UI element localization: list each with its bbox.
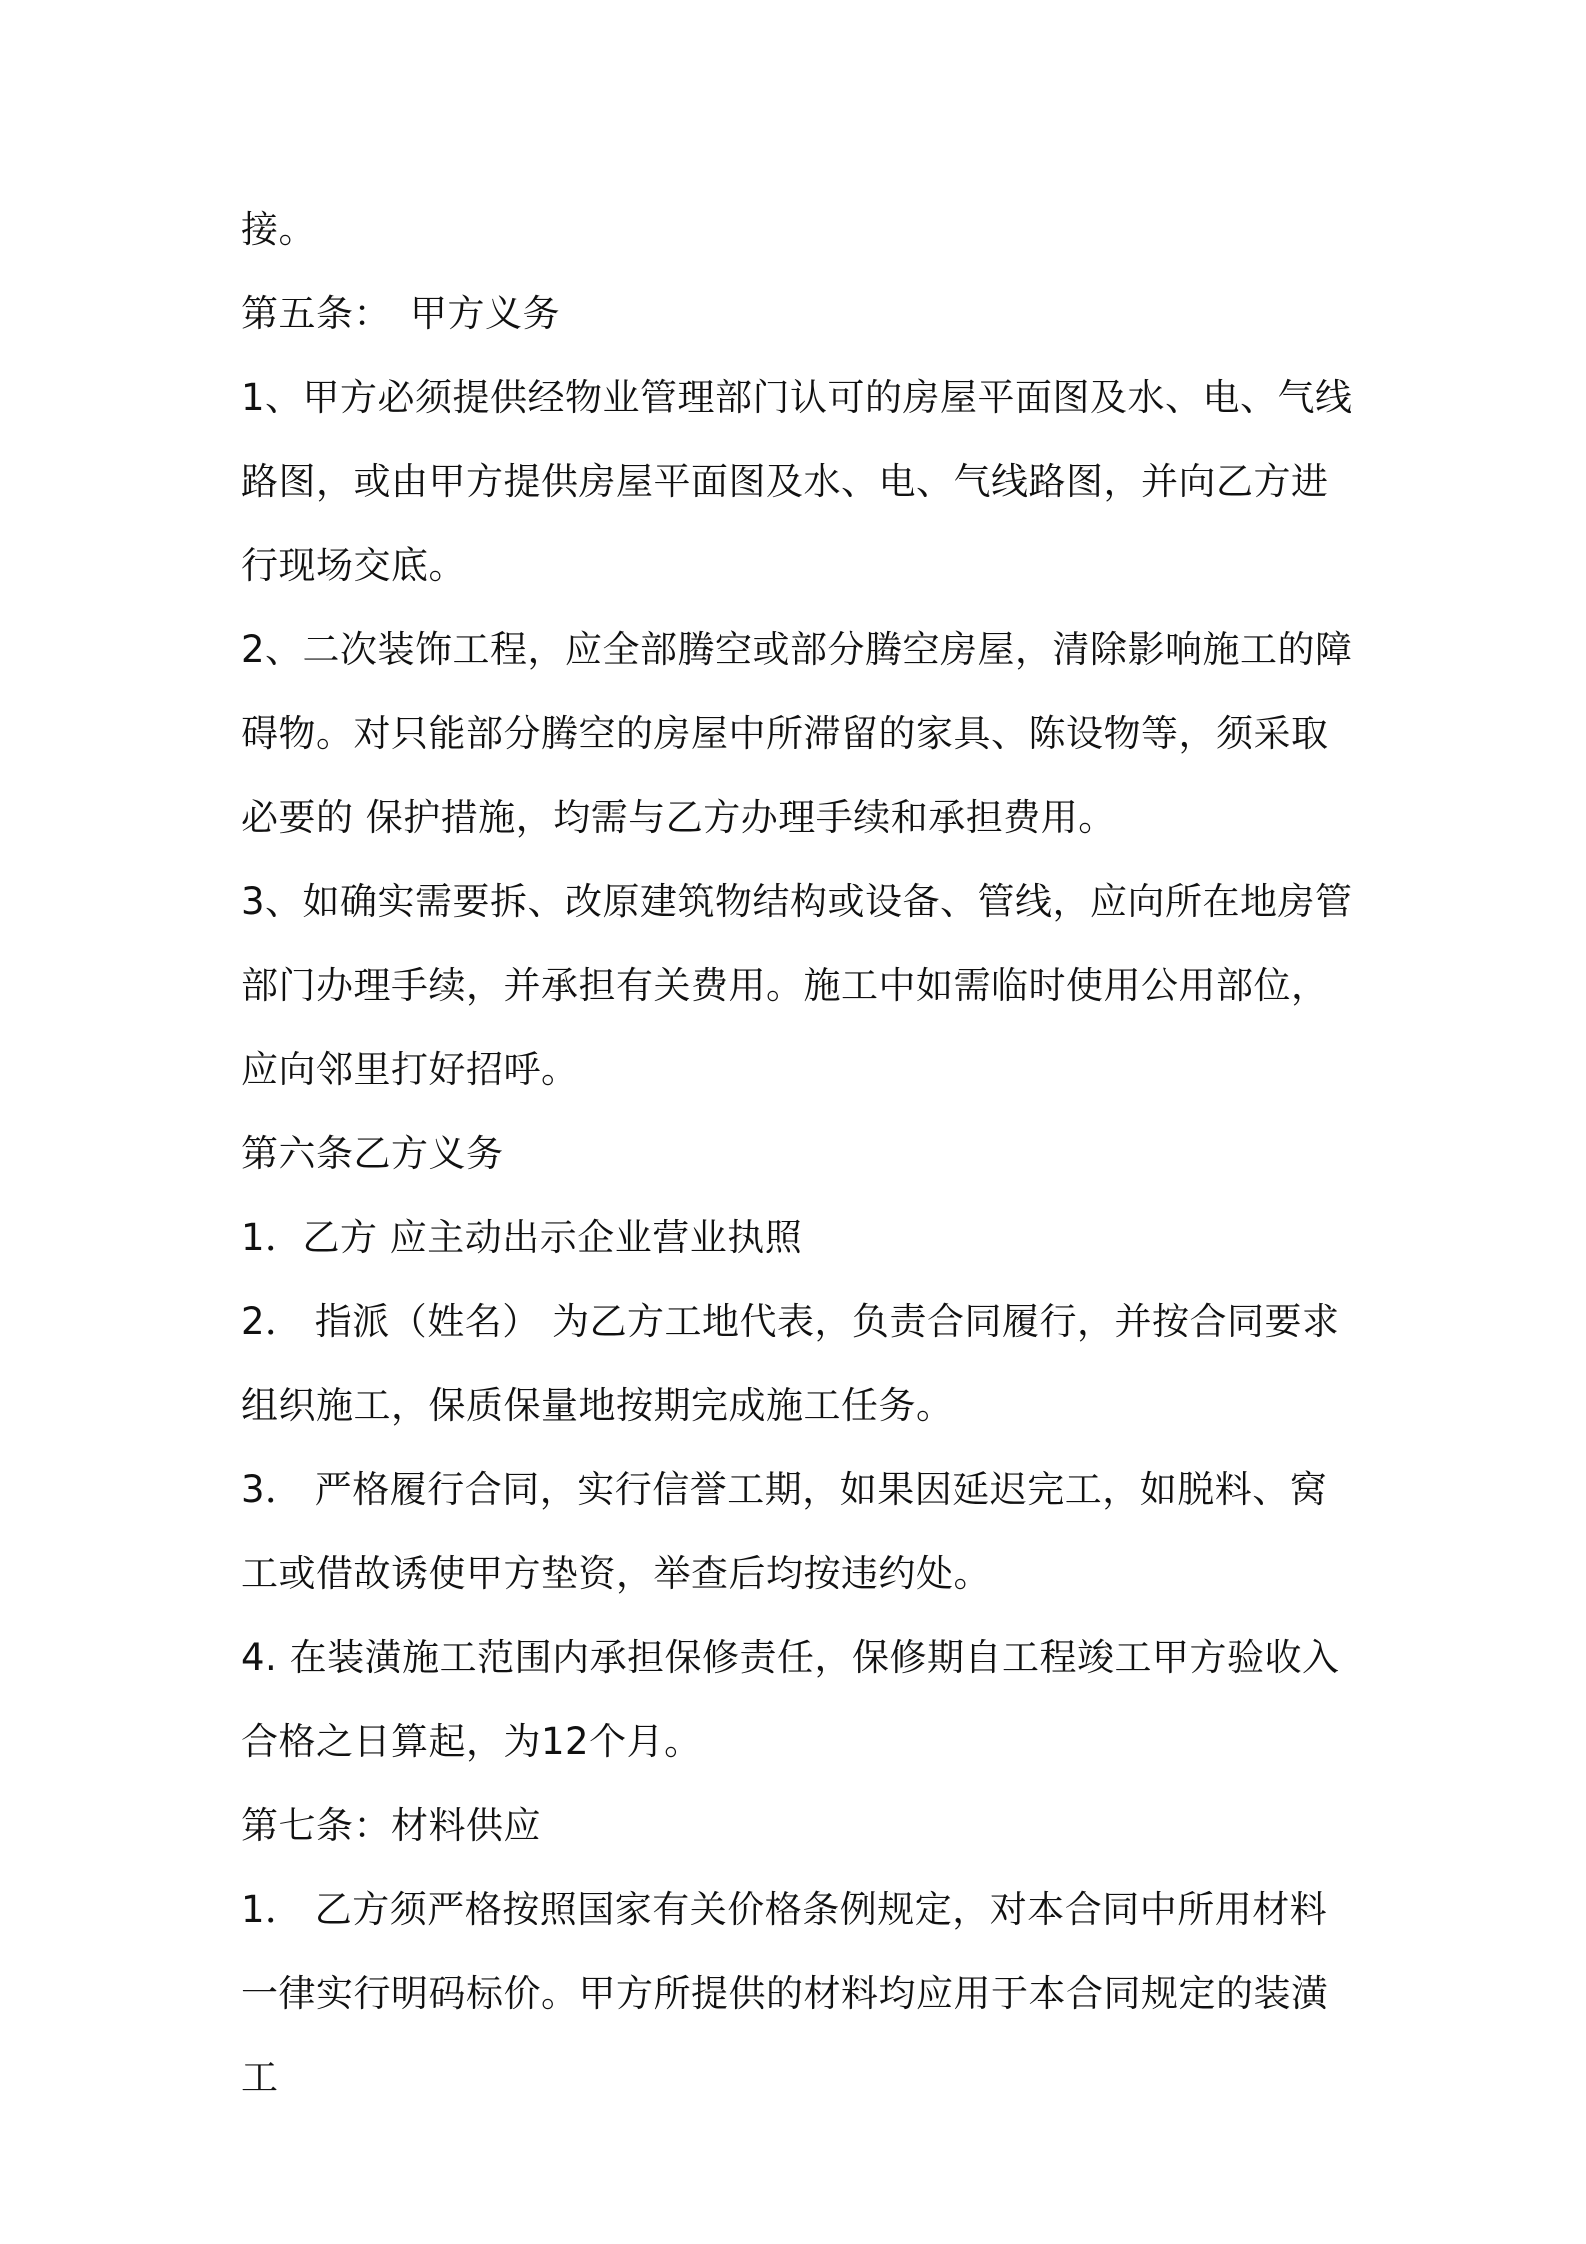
article-6-item-3: 3． 严格履行合同，实行信誉工期，如果因延迟完工，如脱料、窝工或借故诱使甲方垫资，举查后均按违约处。 bbox=[241, 1468, 1328, 1595]
paragraph-continuation: 接。 bbox=[241, 208, 316, 251]
article-6-item-2: 2． 指派（姓名） 为乙方工地代表，负责合同履行，并按合同要求组织施工，保质保量地按期完成施工任务。 bbox=[241, 1300, 1340, 1427]
document-body bbox=[241, 188, 1361, 2120]
article-5-item-3: 3、如确实需要拆、改原建筑物结构或设备、管线，应向所在地房管部门办理手续，并承担有关费用。施工中如需临时使用公用部位，应向邻里打好招呼。 bbox=[241, 880, 1353, 1091]
article-5-item-1: 1、甲方必须提供经物业管理部门认可的房屋平面图及水、电、气线路图，或由甲方提供房屋平面图及水、电、气线路图，并向乙方进行现场交底。 bbox=[241, 376, 1353, 587]
article-5-heading: 第五条： 甲方义务 bbox=[241, 292, 560, 335]
article-6-heading: 第六条乙方义务 bbox=[241, 1132, 504, 1175]
article-7-item-1: 1． 乙方须严格按照国家有关价格条例规定，对本合同中所用材料一律实行明码标价。甲方所提供的材料均应用于本合同规定的装潢工 bbox=[241, 1888, 1329, 2099]
article-7-heading: 第七条：材料供应 bbox=[241, 1804, 541, 1847]
article-6-item-4: 4. 在装潢施工范围内承担保修责任，保修期自工程竣工甲方验收入合格之日算起，为12个月。 bbox=[241, 1636, 1340, 1763]
article-6-item-1: 1．乙方 应主动出示企业营业执照 bbox=[241, 1216, 803, 1259]
article-5-item-2: 2、二次装饰工程，应全部腾空或部分腾空房屋，清除影响施工的障碍物。对只能部分腾空的房屋中所滞留的家具、陈设物等，须采取必要的 保护措施，均需与乙方办理手续和承担费用。 bbox=[241, 628, 1353, 839]
